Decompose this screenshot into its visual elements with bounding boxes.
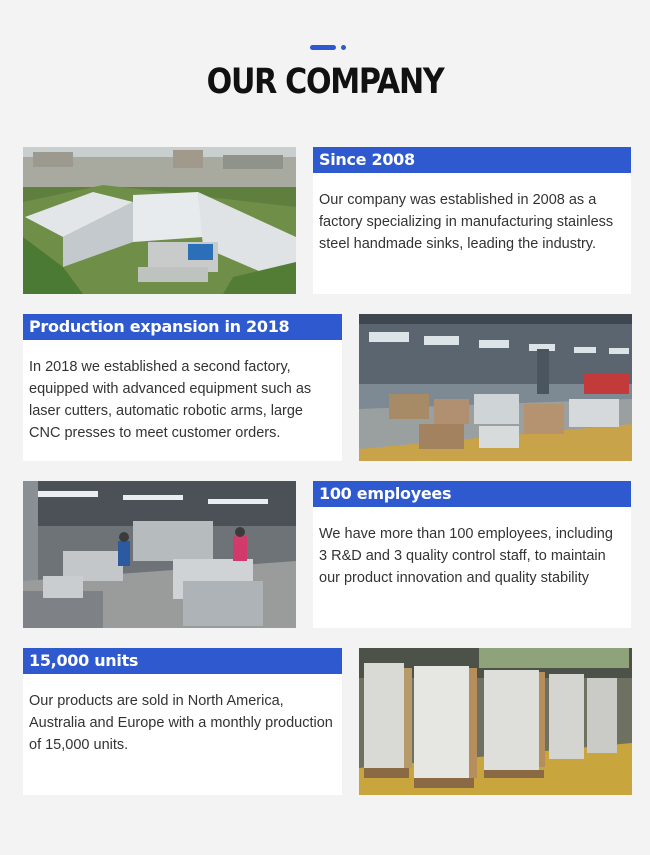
section-heading: 100 employees <box>313 481 631 507</box>
warehouse-pallets-photo <box>359 648 632 795</box>
title-accent-dot <box>341 45 346 50</box>
section-card-production-expansion <box>23 314 342 461</box>
title-accent-bar <box>310 45 336 50</box>
section-card-employees <box>313 481 631 628</box>
section-text: In 2018 we established a second factory, equipped with advanced equipment such as laser cutters, automatic robotic arms, large CNC presses to meet customer orders. <box>29 359 312 441</box>
factory-floor-photo <box>359 314 632 461</box>
section-text: Our company was established in 2008 as a factory specializing in manufacturing stainless steel handmade sinks, leading the industry. <box>319 192 614 252</box>
workers-photo <box>23 481 296 628</box>
section-text: We have more than 100 employees, including 3 R&D and 3 quality control staff, to maintain our product innovation and quality stability <box>319 526 613 586</box>
section-heading: Since 2008 <box>313 147 631 173</box>
section-card-units <box>23 648 342 795</box>
section-text: Our products are sold in North America, Australia and Europe with a monthly production of 15,000 units. <box>29 693 333 753</box>
factory-aerial-photo <box>23 147 296 294</box>
section-heading: Production expansion in 2018 <box>23 314 342 340</box>
section-card-since-2008 <box>313 147 631 294</box>
page-title: OUR COMPANY <box>206 62 444 102</box>
section-heading: 15,000 units <box>23 648 342 674</box>
